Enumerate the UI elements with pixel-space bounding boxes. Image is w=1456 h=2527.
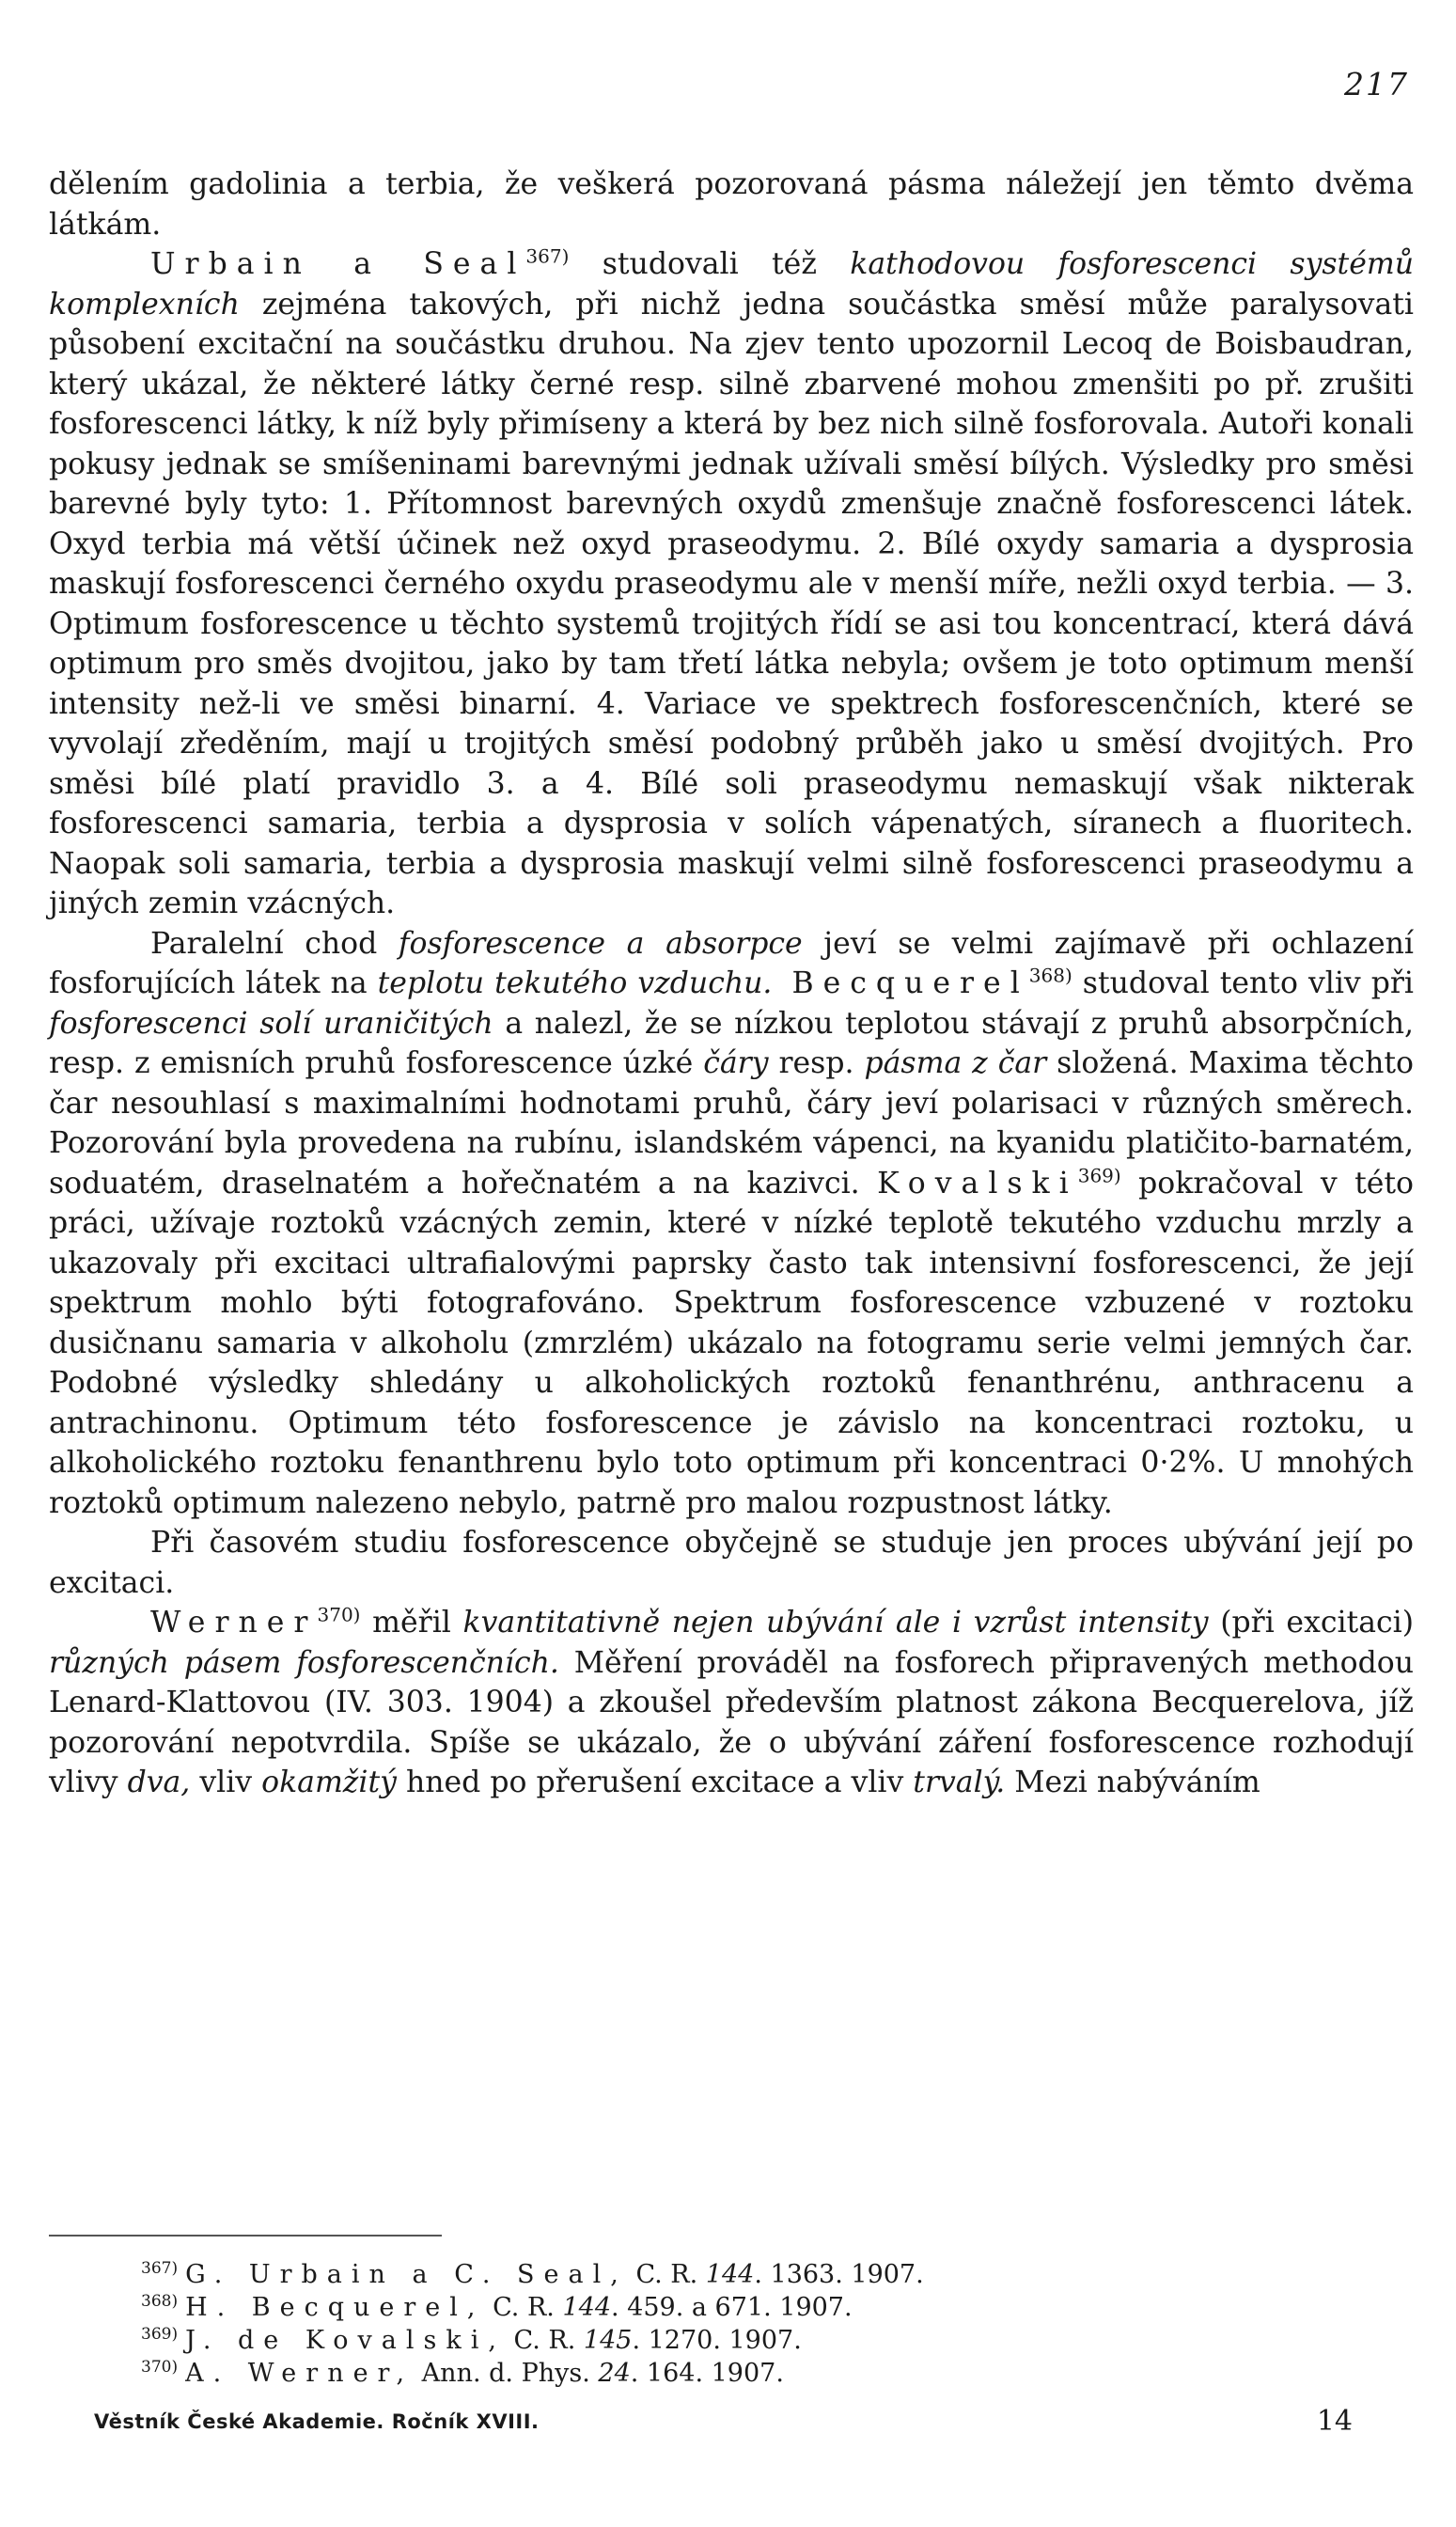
footnote [141, 2291, 1175, 2324]
text-span: pokračoval v této práci, užívaje roztoků vzácných zemin, které v nízké teplotě tekutého vzduchu mrzly a ukazovaly při excitaci ultrafialovými paprsky často tak intensivní fosforescenci, že její spektrum mohlo býti fotografováno. Spektrum fosforescence vzbuzené v roztoku dusičnanu samaria v alkoholu (zmrzlém) ukázalo na fotogramu serie velmi jemných čar. Podobné výsledky shledány u alkoholických roztoků fenanthrénu, anthracenu a antrachinonu. Optimum této fosforescence je závislo na koncentraci roztoku, u alkoholického roztoku fenanthrenu bylo toto optimum při koncentraci 0·2%. U mnohých roztoků optimum nalezeno nebylo, patrně pro malou rozpustnost látky. [49, 1166, 1414, 1520]
footnote-journal: C. R. [484, 2293, 563, 2322]
footnote-journal: C. R. [505, 2326, 584, 2355]
footnote-author: J. de Kovalski, [185, 2326, 506, 2355]
italic-span: kvantitativně nejen ubývání ale i vzrůst intensity [462, 1606, 1209, 1640]
footnote-journal: Ann. d. Phys. [414, 2359, 599, 2388]
footnote-journal: C. R. [627, 2260, 706, 2289]
footnote-volume: 24 [598, 2359, 631, 2388]
journal-footer: Věstník České Akademie. Ročník XVIII. [94, 2410, 540, 2433]
text-span: resp. [768, 1046, 865, 1080]
footnote-number: 368) [141, 2292, 179, 2311]
paragraph-4: Při časovém studiu fosforescence obyčejně se studuje jen proces ubývání její po excitaci. [49, 1526, 1414, 1600]
footnote-volume: 144 [562, 2293, 612, 2322]
footnote-volume: 145 [583, 2326, 633, 2355]
text-span: složená. Maxima těchto čar nesouhlasí s maximalními hodnotami pruhů, čáry jeví polarisaci v různých směrech. Pozorování byla provedena na rubínu, islandském vápenci, na kyanidu platičito-barnatém, soduatém, draselnatém a hořečnatém a na kazivci. [49, 1046, 1414, 1201]
footnote-number: 370) [141, 2358, 179, 2377]
italic-span: fosforescenci solí uraničitých [49, 1006, 493, 1041]
footnote-details: . 1270. 1907. [632, 2326, 802, 2355]
italic-span: pásma z čar [864, 1046, 1047, 1080]
body-text [49, 165, 1414, 1803]
italic-span: teplotu tekutého vzduchu. [377, 966, 773, 1000]
text-span: jeví se velmi zajímavě při ochlazení fosforujících látek na [49, 926, 1414, 1000]
text-span: zejména takových, při nichž jedna součástka směsí může paralysovati působení excitační na součástku druhou. Na zjev tento upozornil Lecoq de Boisbaudran, který ukázal, že některé látky černé resp. silně zbarvené mohou zmenšiti po př. zrušiti fosforescenci látky, k níž byly přimíseny a která by bez nich silně fosforovala. Autoři konali pokusy jednak se smíšeninami barevnými jednak užívali směsí bílých. Výsledky pro směsi barevné byly tyto: 1. Přítomnost barevných oxydů zmenšuje značně fosforescenci látek. Oxyd terbia má větší účinek než oxyd praseodymu. 2. Bílé oxydy samaria a dysprosia maskují fosforescenci černého oxydu praseodymu ale v menší míře, nežli oxyd terbia. — 3. Optimum fosforescence u těchto systemů trojitých řídí se asi tou koncentrací, která dává optimum pro směs dvojitou, jako by tam třetí látka nebyla; ovšem je toto optimum menší intensity než-li ve směsi binarní. 4. Variace ve spektrech fosforescenčních, které se vyvolají zředěním, mají u trojitých směsí podobný průběh jako u směsí dvojitých. Pro směsi bílé platí pravidlo 3. a 4. Bílé soli praseodymu nemaskují však nikterak fosforescenci samaria, terbia a dysprosia v solích vápenatých, síranech a fluoritech. Naopak soli samaria, terbia a dysprosia maskují velmi silně fosforescenci praseodymu a jiných zemin vzácných. [49, 287, 1414, 920]
author-name: Werner [150, 1606, 318, 1640]
italic-span: kathodovou fosforescenci systémů komplexních [49, 247, 1414, 322]
paragraph-5 [49, 1603, 1414, 1803]
text-span: měřil [360, 1606, 463, 1640]
footnote-details: . 164. 1907. [630, 2359, 784, 2388]
paragraph-1: dělením gadolinia a terbia, že veškerá pozorovaná pásma náležejí jen těmto dvěma látkám. [49, 167, 1414, 242]
text-span: a nalezl, že se nízkou teplotou stávají z pruhů absorpčních, resp. z emisních pruhů fosforescence úzké [49, 1006, 1414, 1080]
text-span: (při excitaci) [1208, 1606, 1414, 1640]
reference-number: 367) [525, 244, 570, 268]
footnote-author: A. Werner, [185, 2359, 415, 2388]
italic-span: fosforescence a absorpce [398, 926, 803, 961]
italic-span: čáry [703, 1046, 769, 1080]
footnote-number: 367) [141, 2259, 179, 2278]
text-span: Paralelní chod [150, 926, 399, 961]
paragraph-3 [49, 924, 1414, 1524]
text-span: studoval tento vliv při [1072, 966, 1415, 1000]
footnote-divider [49, 2235, 442, 2237]
italic-span: dva, [127, 1766, 191, 1799]
footnote-number: 369) [141, 2325, 179, 2344]
footnote-details: . 1363. 1907. [754, 2260, 924, 2289]
footnote [141, 2324, 1175, 2357]
text-span: vliv [190, 1766, 262, 1799]
text-span: hned po přerušení excitace a vliv [396, 1766, 914, 1799]
footnote-volume: 144 [705, 2260, 755, 2289]
page-number: 217 [1344, 66, 1409, 102]
footnote [141, 2357, 1175, 2390]
author-name: Urbain a Seal [150, 247, 526, 281]
author-name: Becquerel [772, 966, 1029, 1000]
signature-mark: 14 [1316, 2405, 1353, 2438]
footnote-details: . 459. a 671. 1907. [611, 2293, 853, 2322]
text-span: Mezi nabýváním [1005, 1766, 1260, 1799]
author-name: Kovalski [877, 1166, 1078, 1201]
footnote-author: H. Becquerel, [185, 2293, 485, 2322]
footnote [141, 2258, 1175, 2291]
reference-number: 368) [1028, 964, 1072, 987]
italic-span: různých pásem fosforescenčních. [49, 1645, 559, 1680]
text-span: Měření prováděl na fosforech připravených methodou Lenard-Klattovou (IV. 303. 1904) a zkoušel především platnost zákona Becquerelova, jíž pozorování nepotvrdila. Spíše se ukázalo, že o ubývání záření fosforescence rozhodují vlivy [49, 1645, 1414, 1799]
italic-span: trvalý. [913, 1766, 1006, 1799]
italic-span: okamžitý [261, 1766, 397, 1799]
footnote-author: G. Urbain a C. Seal, [185, 2260, 628, 2289]
footnotes [141, 2258, 1175, 2390]
reference-number: 370) [317, 1603, 361, 1626]
text-span: studovali též [569, 247, 851, 281]
paragraph-2 [49, 244, 1414, 924]
reference-number: 369) [1077, 1164, 1121, 1186]
